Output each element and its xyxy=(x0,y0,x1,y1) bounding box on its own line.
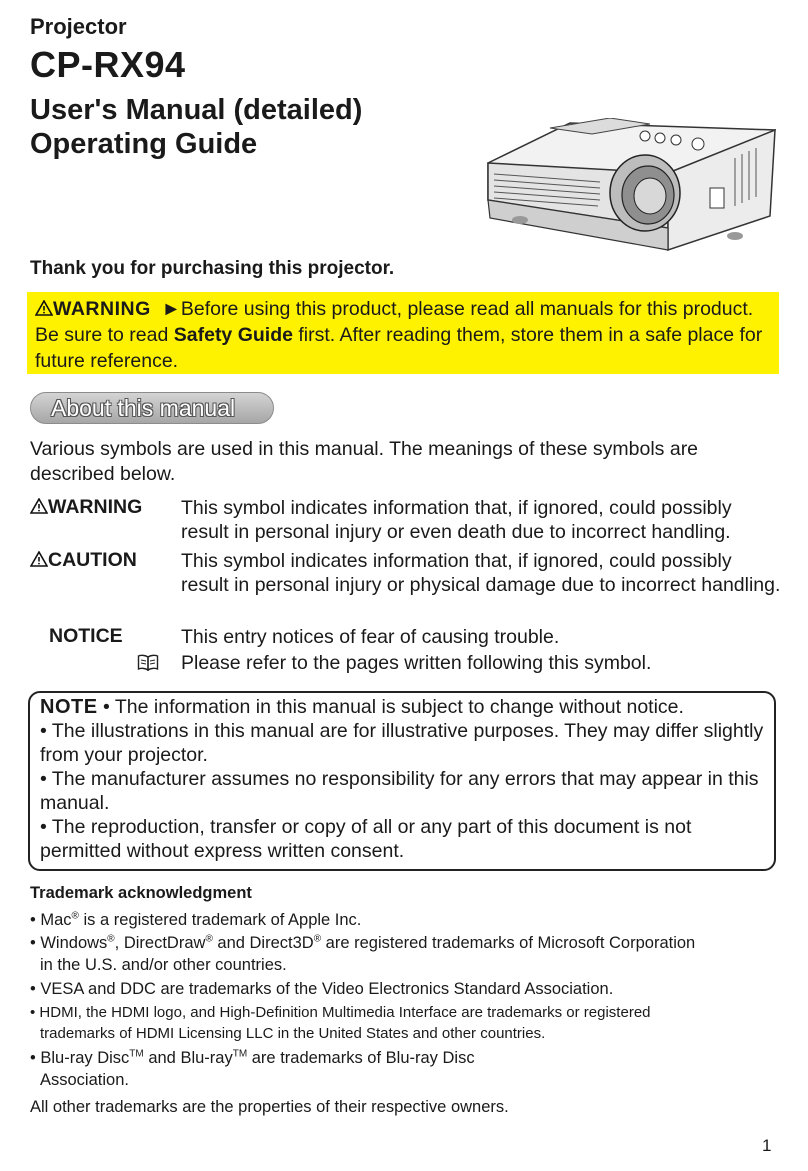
trademark-text: • HDMI, the HDMI logo, and High-Definition Multimedia Interface are trademarks or registered xyxy=(30,1004,651,1021)
trademark-text: are registered trademarks of Microsoft Corporation xyxy=(321,934,696,952)
symbol-caution xyxy=(30,549,137,572)
manual-title xyxy=(30,93,362,161)
symbol-warning xyxy=(30,496,142,519)
symbol-label: WARNING xyxy=(48,496,143,518)
registered-mark: ® xyxy=(313,933,322,945)
note-item-text: • The information in this manual is subject to change without notice. xyxy=(102,696,684,718)
trademark-text: trademarks of HDMI Licensing LLC in the United States and other countries. xyxy=(40,1025,546,1042)
safety-guide-reference: Safety Guide xyxy=(173,324,293,346)
trademark-text: • Windows xyxy=(30,934,108,952)
warning-triangle-icon xyxy=(30,498,48,514)
trademark-mac xyxy=(30,909,790,931)
registered-mark: ® xyxy=(71,910,79,922)
note-content xyxy=(40,695,768,863)
note-label: NOTE xyxy=(40,696,98,718)
symbol-description: This entry notices of fear of causing trouble. xyxy=(181,626,560,648)
note-item: • The illustrations in this manual are for illustrative purposes. They may differ slightly from your projector. xyxy=(40,720,764,766)
warning-text-post: first. After reading them, store them in a safe place for future reference. xyxy=(35,324,763,372)
caution-triangle-icon xyxy=(30,551,48,567)
symbol-notice: NOTICE xyxy=(49,625,123,647)
trademark-text: and Blu-ray xyxy=(143,1049,233,1067)
trademark-text: , DirectDraw xyxy=(114,934,206,952)
note-item: • The reproduction, transfer or copy of all or any part of this document is not permitted without express written consent. xyxy=(40,816,692,862)
note-item xyxy=(40,695,768,719)
intro-paragraph: Various symbols are used in this manual. The meanings of these symbols are described below. xyxy=(30,438,699,485)
symbol-description: This symbol indicates information that, if ignored, could possibly result in personal injury or physical damage due to incorrect handling. xyxy=(181,550,781,596)
page-number: 1 xyxy=(762,1136,772,1155)
trademark-text: • Mac xyxy=(30,911,72,929)
warning-triangle-icon xyxy=(35,300,53,316)
trademark-closing: All other trademarks are the properties of their respective owners. xyxy=(30,1098,509,1116)
manual-title-line2: Operating Guide xyxy=(30,128,258,160)
trademark-text: in the U.S. and/or other countries. xyxy=(40,956,287,974)
trademark-sign: TM xyxy=(129,1048,144,1060)
document-subtitle: Projector xyxy=(30,14,127,39)
section-heading-about xyxy=(30,392,274,424)
note-item: • The manufacturer assumes no responsibility for any errors that may appear in this manual. xyxy=(40,768,759,814)
symbol-description: Please refer to the pages written following this symbol. xyxy=(181,652,652,674)
trademark-text: is a registered trademark of Apple Inc. xyxy=(78,911,362,929)
trademark-text: are trademarks of Blu-ray Disc xyxy=(247,1049,475,1067)
trademark-hdmi xyxy=(30,1002,790,1044)
trademark-vesa: • VESA and DDC are trademarks of the Video Electronics Standard Association. xyxy=(30,980,614,998)
trademark-text: Association. xyxy=(40,1071,129,1089)
manual-title-line1: User's Manual (detailed) xyxy=(30,94,363,126)
warning-label: WARNING xyxy=(53,298,151,320)
trademark-text: • Blu-ray Disc xyxy=(30,1049,130,1067)
projector-image xyxy=(480,118,780,268)
registered-mark: ® xyxy=(205,933,213,945)
thank-you-text: Thank you for purchasing this projector. xyxy=(30,258,395,279)
symbol-label: CAUTION xyxy=(48,549,137,571)
symbol-description: This symbol indicates information that, if ignored, could possibly result in personal injury or even death due to incorrect handling. xyxy=(181,497,732,543)
warning-text-pre: ►Before using this product, please read all manuals for this product. Be sure to read xyxy=(35,298,754,346)
model-name: CP-RX94 xyxy=(30,44,186,85)
trademark-microsoft xyxy=(30,932,790,976)
book-reference-icon xyxy=(137,654,159,671)
trademark-sign: TM xyxy=(232,1048,248,1060)
section-heading-label: About this manual xyxy=(51,395,236,421)
trademark-text: and Direct3D xyxy=(212,934,314,952)
trademark-heading: Trademark acknowledgment xyxy=(30,884,252,902)
trademark-bluray xyxy=(30,1047,790,1091)
safety-warning-banner xyxy=(27,292,779,374)
registered-mark: ® xyxy=(107,933,115,945)
